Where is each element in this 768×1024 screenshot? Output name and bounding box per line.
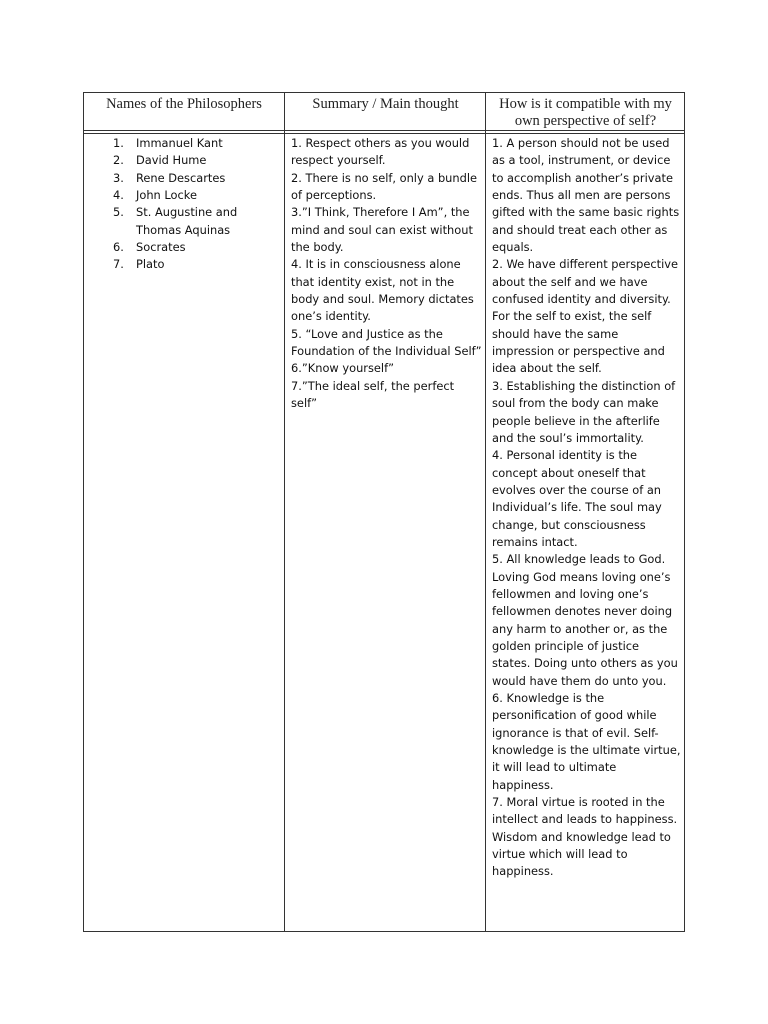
philosopher-name: Socrates — [136, 240, 186, 255]
perspective-item: 1. A person should not be used as a tool, instrument, or device to accomplish another’s private ends. Thus all men are persons gifted with the same basic rights and should treat each other as equals. — [492, 136, 680, 255]
summary-cell — [285, 135, 486, 413]
philosopher-name: David Hume — [136, 153, 207, 168]
list-item: 1. Immanuel Kant — [113, 136, 223, 150]
perspective-item: 5. All knowledge leads to God. Loving God means loving one’s fellowmen and loving one’s fellowmen denotes never doing any harm to another or, as the golden principle of justice states. Doing unto others as you would have them do unto you. — [492, 552, 678, 688]
list-item: 2. David Hume — [113, 153, 207, 168]
summary-item: 3.”I Think, Therefore I Am”, the mind and soul can exist without the body. — [291, 205, 473, 255]
header-summary: Summary / Main thought — [312, 96, 459, 112]
perspective-item: 7. Moral virtue is rooted in the intellect and leads to happiness. Wisdom and knowledge lead to virtue which will lead to happiness. — [492, 795, 678, 879]
summary-item: 5. “Love and Justice as the Foundation of the Individual Self” — [291, 326, 482, 359]
list-item: 3. Rene Descartes — [113, 170, 226, 185]
philosophers-table — [83, 92, 685, 932]
list-item: 7. Plato — [113, 257, 165, 272]
list-item: 6. Socrates — [113, 240, 186, 255]
summary-column — [284, 93, 486, 931]
philosopher-name: St. Augustine and Thomas Aquinas — [136, 205, 238, 237]
perspective-cell — [486, 135, 685, 881]
header-names: Names of the Philosophers — [106, 96, 262, 112]
summary-item: 7.”The ideal self, the perfect self” — [291, 378, 455, 411]
header-perspective: How is it compatible with my own perspective of self? — [499, 96, 672, 129]
summary-item: 2. There is no self, only a bundle of perceptions. — [291, 170, 478, 203]
names-cell — [84, 135, 284, 274]
philosopher-name: John Locke — [136, 188, 197, 203]
summary-item: 1. Respect others as you would respect yourself. — [291, 136, 470, 168]
names-column — [84, 93, 284, 931]
philosopher-name: Rene Descartes — [136, 170, 226, 185]
summary-item: 6.”Know yourself” — [291, 361, 394, 376]
list-item: 5. St. Augustine and Thomas Aquinas — [113, 205, 238, 237]
perspective-column — [485, 93, 685, 931]
philosopher-list — [84, 135, 284, 274]
perspective-item: 2. We have different perspective about the self and we have confused identity and diversity. For the self to exist, the self should have the same impression or perspective and idea about the self. — [492, 257, 679, 376]
list-item: 4. John Locke — [113, 188, 197, 203]
philosopher-name: Plato — [136, 257, 165, 272]
perspective-item: 4. Personal identity is the concept about oneself that evolves over the course of an Individual’s life. The soul may change, but consciousness remains intact. — [492, 448, 662, 549]
summary-item: 4. It is in consciousness alone that identity exist, not in the body and soul. Memory dictates one’s identity. — [291, 257, 474, 324]
philosopher-name: Immanuel Kant — [136, 136, 223, 150]
perspective-item: 6. Knowledge is the personification of good while ignorance is that of evil. Self-knowledge is the ultimate virtue, it will lead to ultimate happiness. — [492, 691, 681, 792]
perspective-item: 3. Establishing the distinction of soul from the body can make people believe in the afterlife and the soul’s immortality. — [492, 378, 676, 445]
